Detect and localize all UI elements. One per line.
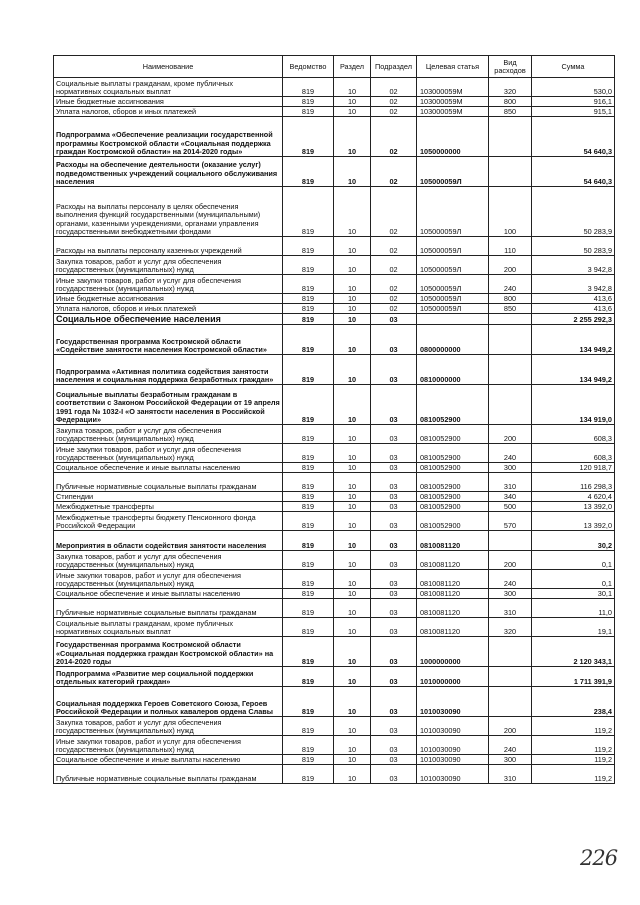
- cell-podrazdel: 03: [371, 463, 417, 473]
- cell-name: Социальные выплаты безработным гражданам в соответствии с Законом Российской Федерации от 19 апреля 1991 года № 1032-I «О занятости населения в Российской Федерации»: [54, 385, 283, 425]
- cell-podrazdel: 03: [371, 570, 417, 589]
- cell-vid-rashodov: 310: [489, 473, 532, 492]
- cell-podrazdel: 02: [371, 97, 417, 107]
- cell-summa: 19,1: [532, 618, 615, 637]
- cell-podrazdel: 03: [371, 531, 417, 551]
- cell-razdel: 10: [334, 97, 371, 107]
- cell-vid-rashodov: 200: [489, 717, 532, 736]
- cell-vedomstvo: 819: [283, 667, 334, 687]
- cell-vedomstvo: 819: [283, 237, 334, 256]
- cell-vid-rashodov: 240: [489, 275, 532, 294]
- table-body: [54, 78, 615, 784]
- cell-podrazdel: 02: [371, 78, 417, 97]
- cell-razdel: 10: [334, 717, 371, 736]
- cell-name: Иные бюджетные ассигнования: [54, 294, 283, 304]
- cell-razdel: 10: [334, 107, 371, 117]
- cell-name: Закупка товаров, работ и услуг для обеспечения государственных (муниципальных) нужд: [54, 551, 283, 570]
- cell-razdel: 10: [334, 618, 371, 637]
- cell-summa: 120 918,7: [532, 463, 615, 473]
- cell-vid-rashodov: 200: [489, 551, 532, 570]
- table-row: [54, 755, 615, 765]
- cell-vedomstvo: 819: [283, 78, 334, 97]
- table-row: [54, 717, 615, 736]
- cell-vedomstvo: 819: [283, 425, 334, 444]
- cell-vedomstvo: 819: [283, 473, 334, 492]
- table-row: [54, 325, 615, 355]
- cell-summa: 54 640,3: [532, 157, 615, 187]
- cell-summa: 50 283,9: [532, 237, 615, 256]
- table-row: [54, 78, 615, 97]
- table-row: [54, 444, 615, 463]
- cell-vedomstvo: 819: [283, 687, 334, 717]
- cell-name: Иные закупки товаров, работ и услуг для обеспечения государственных (муниципальных) нужд: [54, 444, 283, 463]
- budget-table: [53, 55, 615, 784]
- cell-vid-rashodov: [489, 355, 532, 385]
- cell-summa: 119,2: [532, 717, 615, 736]
- cell-vid-rashodov: [489, 637, 532, 667]
- cell-podrazdel: 03: [371, 444, 417, 463]
- cell-vedomstvo: 819: [283, 157, 334, 187]
- cell-name: Подпрограмма «Обеспечение реализации государственной программы Костромской области «Социальная поддержка граждан Костромской области» на 2014-2020 годы»: [54, 117, 283, 157]
- cell-razdel: 10: [334, 355, 371, 385]
- cell-name: Социальное обеспечение населения: [54, 314, 283, 325]
- cell-celevaya-statya: [417, 314, 489, 325]
- cell-summa: 413,6: [532, 294, 615, 304]
- cell-razdel: 10: [334, 755, 371, 765]
- cell-razdel: 10: [334, 463, 371, 473]
- cell-vedomstvo: 819: [283, 755, 334, 765]
- cell-summa: 608,3: [532, 444, 615, 463]
- cell-summa: 608,3: [532, 425, 615, 444]
- cell-name: Иные закупки товаров, работ и услуг для обеспечения государственных (муниципальных) нужд: [54, 736, 283, 755]
- header-vedomstvo: Ведомство: [283, 56, 334, 78]
- cell-name: Государственная программа Костромской области «Социальная поддержка граждан Костромской области» на 2014-2020 годы: [54, 637, 283, 667]
- table-row: [54, 107, 615, 117]
- cell-vedomstvo: 819: [283, 599, 334, 618]
- cell-vid-rashodov: 110: [489, 237, 532, 256]
- cell-summa: 0,1: [532, 570, 615, 589]
- cell-name: Иные закупки товаров, работ и услуг для обеспечения государственных (муниципальных) нужд: [54, 275, 283, 294]
- cell-summa: 2 255 292,3: [532, 314, 615, 325]
- cell-razdel: 10: [334, 425, 371, 444]
- cell-vedomstvo: 819: [283, 502, 334, 512]
- cell-vid-rashodov: 570: [489, 512, 532, 531]
- cell-vid-rashodov: 320: [489, 618, 532, 637]
- table-header-row: [54, 56, 615, 78]
- table-row: [54, 256, 615, 275]
- cell-podrazdel: 02: [371, 256, 417, 275]
- cell-podrazdel: 03: [371, 717, 417, 736]
- cell-celevaya-statya: 0800000000: [417, 325, 489, 355]
- cell-vid-rashodov: 300: [489, 463, 532, 473]
- cell-vedomstvo: 819: [283, 256, 334, 275]
- cell-razdel: 10: [334, 736, 371, 755]
- cell-vedomstvo: 819: [283, 736, 334, 755]
- table-row: [54, 463, 615, 473]
- cell-name: Иные закупки товаров, работ и услуг для обеспечения государственных (муниципальных) нужд: [54, 570, 283, 589]
- cell-name: Расходы на выплаты персоналу казенных учреждений: [54, 237, 283, 256]
- table-row: [54, 492, 615, 502]
- cell-summa: 530,0: [532, 78, 615, 97]
- table-row: [54, 687, 615, 717]
- cell-celevaya-statya: 105000059Л: [417, 304, 489, 314]
- cell-vid-rashodov: 300: [489, 589, 532, 599]
- cell-summa: 30,2: [532, 531, 615, 551]
- cell-razdel: 10: [334, 275, 371, 294]
- cell-name: Закупка товаров, работ и услуг для обеспечения государственных (муниципальных) нужд: [54, 256, 283, 275]
- header-summa: Сумма: [532, 56, 615, 78]
- cell-vid-rashodov: [489, 531, 532, 551]
- cell-name: Расходы на обеспечение деятельности (оказание услуг) подведомственных учреждений социального обслуживания населения: [54, 157, 283, 187]
- cell-razdel: 10: [334, 473, 371, 492]
- cell-podrazdel: 03: [371, 755, 417, 765]
- header-name: Наименование: [54, 56, 283, 78]
- cell-summa: 13 392,0: [532, 512, 615, 531]
- cell-podrazdel: 02: [371, 187, 417, 237]
- cell-razdel: 10: [334, 599, 371, 618]
- table-row: [54, 667, 615, 687]
- cell-razdel: 10: [334, 385, 371, 425]
- cell-podrazdel: 03: [371, 765, 417, 784]
- cell-summa: 119,2: [532, 736, 615, 755]
- cell-razdel: 10: [334, 256, 371, 275]
- cell-podrazdel: 03: [371, 385, 417, 425]
- cell-celevaya-statya: 105000059Л: [417, 187, 489, 237]
- cell-vid-rashodov: 500: [489, 502, 532, 512]
- cell-vedomstvo: 819: [283, 107, 334, 117]
- cell-name: Уплата налогов, сборов и иных платежей: [54, 107, 283, 117]
- cell-vid-rashodov: 240: [489, 736, 532, 755]
- cell-name: Публичные нормативные социальные выплаты гражданам: [54, 473, 283, 492]
- cell-name: Межбюджетные трансферты: [54, 502, 283, 512]
- table-row: [54, 531, 615, 551]
- cell-vid-rashodov: 800: [489, 294, 532, 304]
- cell-podrazdel: 02: [371, 294, 417, 304]
- table-row: [54, 294, 615, 304]
- cell-razdel: 10: [334, 667, 371, 687]
- cell-podrazdel: 03: [371, 425, 417, 444]
- cell-podrazdel: 03: [371, 667, 417, 687]
- cell-vedomstvo: 819: [283, 355, 334, 385]
- cell-vedomstvo: 819: [283, 294, 334, 304]
- cell-celevaya-statya: 0810052900: [417, 444, 489, 463]
- cell-podrazdel: 03: [371, 314, 417, 325]
- cell-razdel: 10: [334, 512, 371, 531]
- cell-vedomstvo: 819: [283, 589, 334, 599]
- cell-name: Закупка товаров, работ и услуг для обеспечения государственных (муниципальных) нужд: [54, 425, 283, 444]
- cell-summa: 915,1: [532, 107, 615, 117]
- table-row: [54, 355, 615, 385]
- table-row: [54, 157, 615, 187]
- cell-podrazdel: 03: [371, 551, 417, 570]
- cell-summa: 3 942,8: [532, 256, 615, 275]
- table-row: [54, 551, 615, 570]
- cell-vedomstvo: 819: [283, 637, 334, 667]
- cell-summa: 134 949,2: [532, 355, 615, 385]
- cell-celevaya-statya: 0810052900: [417, 492, 489, 502]
- cell-vid-rashodov: 800: [489, 97, 532, 107]
- cell-vid-rashodov: 850: [489, 304, 532, 314]
- cell-celevaya-statya: 0810081120: [417, 599, 489, 618]
- cell-vid-rashodov: 240: [489, 570, 532, 589]
- table-row: [54, 97, 615, 107]
- cell-razdel: 10: [334, 444, 371, 463]
- table-row: [54, 502, 615, 512]
- cell-vedomstvo: 819: [283, 492, 334, 502]
- cell-vid-rashodov: 310: [489, 765, 532, 784]
- cell-name: Подпрограмма «Активная политика содействия занятости населения и социальная поддержка безработных граждан»: [54, 355, 283, 385]
- cell-celevaya-statya: 103000059М: [417, 97, 489, 107]
- cell-summa: 4 620,4: [532, 492, 615, 502]
- table-row: [54, 765, 615, 784]
- cell-podrazdel: 02: [371, 304, 417, 314]
- cell-vedomstvo: 819: [283, 97, 334, 107]
- cell-name: Социальные выплаты гражданам, кроме публичных нормативных социальных выплат: [54, 78, 283, 97]
- table-row: [54, 237, 615, 256]
- cell-name: Иные бюджетные ассигнования: [54, 97, 283, 107]
- cell-vid-rashodov: 320: [489, 78, 532, 97]
- cell-name: Уплата налогов, сборов и иных платежей: [54, 304, 283, 314]
- cell-celevaya-statya: 105000059Л: [417, 275, 489, 294]
- cell-vedomstvo: 819: [283, 117, 334, 157]
- cell-vedomstvo: 819: [283, 314, 334, 325]
- table-row: [54, 187, 615, 237]
- cell-vedomstvo: 819: [283, 618, 334, 637]
- cell-vedomstvo: 819: [283, 385, 334, 425]
- cell-vid-rashodov: 850: [489, 107, 532, 117]
- header-celevaya-statya: Целевая статья: [417, 56, 489, 78]
- cell-name: Социальное обеспечение и иные выплаты населению: [54, 589, 283, 599]
- cell-summa: 134 949,2: [532, 325, 615, 355]
- cell-celevaya-statya: 0810052900: [417, 512, 489, 531]
- cell-razdel: 10: [334, 637, 371, 667]
- cell-celevaya-statya: 0810052900: [417, 425, 489, 444]
- table-row: [54, 599, 615, 618]
- table-row: [54, 473, 615, 492]
- cell-vid-rashodov: 300: [489, 755, 532, 765]
- cell-name: Публичные нормативные социальные выплаты гражданам: [54, 765, 283, 784]
- table-row: [54, 385, 615, 425]
- cell-celevaya-statya: 0810081120: [417, 570, 489, 589]
- cell-podrazdel: 03: [371, 599, 417, 618]
- cell-summa: 916,1: [532, 97, 615, 107]
- table-row: [54, 512, 615, 531]
- cell-summa: 413,6: [532, 304, 615, 314]
- cell-vedomstvo: 819: [283, 570, 334, 589]
- cell-vid-rashodov: [489, 157, 532, 187]
- cell-summa: 54 640,3: [532, 117, 615, 157]
- cell-celevaya-statya: 105000059Л: [417, 294, 489, 304]
- cell-podrazdel: 03: [371, 687, 417, 717]
- cell-podrazdel: 03: [371, 325, 417, 355]
- cell-razdel: 10: [334, 570, 371, 589]
- cell-vedomstvo: 819: [283, 463, 334, 473]
- cell-vid-rashodov: 200: [489, 256, 532, 275]
- cell-podrazdel: 02: [371, 275, 417, 294]
- cell-name: Расходы на выплаты персоналу в целях обеспечения выполнения функций государственными (муниципальными) органами, казенными учреждениями, органами управления государственными внебюджетными фондами: [54, 187, 283, 237]
- cell-razdel: 10: [334, 502, 371, 512]
- cell-vid-rashodov: [489, 325, 532, 355]
- cell-podrazdel: 02: [371, 117, 417, 157]
- cell-celevaya-statya: 103000059М: [417, 78, 489, 97]
- cell-razdel: 10: [334, 531, 371, 551]
- cell-summa: 13 392,0: [532, 502, 615, 512]
- cell-vid-rashodov: [489, 314, 532, 325]
- cell-vid-rashodov: 310: [489, 599, 532, 618]
- cell-vedomstvo: 819: [283, 187, 334, 237]
- cell-celevaya-statya: 0810000000: [417, 355, 489, 385]
- cell-razdel: 10: [334, 157, 371, 187]
- cell-celevaya-statya: 0810052900: [417, 385, 489, 425]
- cell-podrazdel: 02: [371, 237, 417, 256]
- cell-vedomstvo: 819: [283, 531, 334, 551]
- budget-table-sheet: [53, 55, 614, 784]
- cell-vid-rashodov: [489, 117, 532, 157]
- cell-vid-rashodov: 340: [489, 492, 532, 502]
- cell-summa: 238,4: [532, 687, 615, 717]
- cell-celevaya-statya: 0810081120: [417, 618, 489, 637]
- cell-name: Социальное обеспечение и иные выплаты населению: [54, 755, 283, 765]
- cell-vedomstvo: 819: [283, 304, 334, 314]
- cell-summa: 3 942,8: [532, 275, 615, 294]
- cell-vedomstvo: 819: [283, 512, 334, 531]
- cell-podrazdel: 03: [371, 736, 417, 755]
- cell-vid-rashodov: 100: [489, 187, 532, 237]
- cell-summa: 134 919,0: [532, 385, 615, 425]
- cell-vedomstvo: 819: [283, 717, 334, 736]
- cell-celevaya-statya: 1010030090: [417, 687, 489, 717]
- cell-vedomstvo: 819: [283, 765, 334, 784]
- header-vid-rashodov: Вид расходов: [489, 56, 532, 78]
- header-razdel: Раздел: [334, 56, 371, 78]
- table-row: [54, 425, 615, 444]
- cell-razdel: 10: [334, 551, 371, 570]
- cell-celevaya-statya: 1010030090: [417, 736, 489, 755]
- cell-celevaya-statya: 105000059Л: [417, 237, 489, 256]
- cell-razdel: 10: [334, 314, 371, 325]
- cell-vid-rashodov: 200: [489, 425, 532, 444]
- table-row: [54, 736, 615, 755]
- cell-podrazdel: 02: [371, 157, 417, 187]
- cell-name: Межбюджетные трансферты бюджету Пенсионного фонда Российской Федерации: [54, 512, 283, 531]
- table-row: [54, 637, 615, 667]
- cell-podrazdel: 03: [371, 512, 417, 531]
- cell-name: Закупка товаров, работ и услуг для обеспечения государственных (муниципальных) нужд: [54, 717, 283, 736]
- cell-summa: 50 283,9: [532, 187, 615, 237]
- cell-celevaya-statya: 0810081120: [417, 589, 489, 599]
- cell-celevaya-statya: 105000059Л: [417, 256, 489, 275]
- cell-podrazdel: 03: [371, 637, 417, 667]
- cell-name: Социальные выплаты гражданам, кроме публичных нормативных социальных выплат: [54, 618, 283, 637]
- cell-summa: 119,2: [532, 765, 615, 784]
- cell-celevaya-statya: 0810052900: [417, 463, 489, 473]
- cell-vedomstvo: 819: [283, 275, 334, 294]
- cell-name: Публичные нормативные социальные выплаты гражданам: [54, 599, 283, 618]
- cell-summa: 119,2: [532, 755, 615, 765]
- cell-podrazdel: 03: [371, 355, 417, 385]
- cell-vid-rashodov: [489, 385, 532, 425]
- cell-vedomstvo: 819: [283, 551, 334, 570]
- cell-summa: 11,0: [532, 599, 615, 618]
- cell-name: Государственная программа Костромской области «Содействие занятости населения Костромской области»: [54, 325, 283, 355]
- cell-celevaya-statya: 0810081120: [417, 531, 489, 551]
- cell-celevaya-statya: 1050000000: [417, 117, 489, 157]
- cell-razdel: 10: [334, 765, 371, 784]
- cell-name: Стипендии: [54, 492, 283, 502]
- cell-name: Социальное обеспечение и иные выплаты населению: [54, 463, 283, 473]
- cell-summa: 30,1: [532, 589, 615, 599]
- cell-podrazdel: 03: [371, 502, 417, 512]
- table-row: [54, 117, 615, 157]
- cell-name: Социальная поддержка Героев Советского Союза, Героев Российской Федерации и полных кавалеров ордена Славы: [54, 687, 283, 717]
- cell-summa: 1 711 391,9: [532, 667, 615, 687]
- cell-razdel: 10: [334, 325, 371, 355]
- cell-summa: 2 120 343,1: [532, 637, 615, 667]
- cell-summa: 116 298,3: [532, 473, 615, 492]
- cell-razdel: 10: [334, 304, 371, 314]
- table-row: [54, 275, 615, 294]
- cell-celevaya-statya: 1010000000: [417, 667, 489, 687]
- table-row: [54, 570, 615, 589]
- cell-razdel: 10: [334, 78, 371, 97]
- page-number: 226: [580, 846, 618, 870]
- cell-vid-rashodov: 240: [489, 444, 532, 463]
- cell-razdel: 10: [334, 687, 371, 717]
- table-row: [54, 304, 615, 314]
- cell-summa: 0,1: [532, 551, 615, 570]
- header-podrazdel: Подраздел: [371, 56, 417, 78]
- cell-vid-rashodov: [489, 667, 532, 687]
- cell-podrazdel: 03: [371, 589, 417, 599]
- table-row: [54, 589, 615, 599]
- cell-razdel: 10: [334, 294, 371, 304]
- cell-razdel: 10: [334, 492, 371, 502]
- cell-razdel: 10: [334, 237, 371, 256]
- cell-celevaya-statya: 103000059М: [417, 107, 489, 117]
- cell-razdel: 10: [334, 589, 371, 599]
- cell-name: Мероприятия в области содействия занятости населения: [54, 531, 283, 551]
- cell-celevaya-statya: 105000059Л: [417, 157, 489, 187]
- cell-podrazdel: 03: [371, 492, 417, 502]
- cell-razdel: 10: [334, 117, 371, 157]
- cell-celevaya-statya: 1000000000: [417, 637, 489, 667]
- cell-podrazdel: 03: [371, 473, 417, 492]
- cell-celevaya-statya: 1010030090: [417, 755, 489, 765]
- cell-podrazdel: 03: [371, 618, 417, 637]
- table-row: [54, 618, 615, 637]
- cell-razdel: 10: [334, 187, 371, 237]
- cell-celevaya-statya: 0810052900: [417, 502, 489, 512]
- cell-name: Подпрограмма «Развитие мер социальной поддержки отдельных категорий граждан»: [54, 667, 283, 687]
- cell-vedomstvo: 819: [283, 444, 334, 463]
- cell-vid-rashodov: [489, 687, 532, 717]
- cell-celevaya-statya: 0810081120: [417, 551, 489, 570]
- cell-celevaya-statya: 1010030090: [417, 765, 489, 784]
- cell-celevaya-statya: 0810052900: [417, 473, 489, 492]
- cell-podrazdel: 02: [371, 107, 417, 117]
- table-row: [54, 314, 615, 325]
- cell-vedomstvo: 819: [283, 325, 334, 355]
- cell-celevaya-statya: 1010030090: [417, 717, 489, 736]
